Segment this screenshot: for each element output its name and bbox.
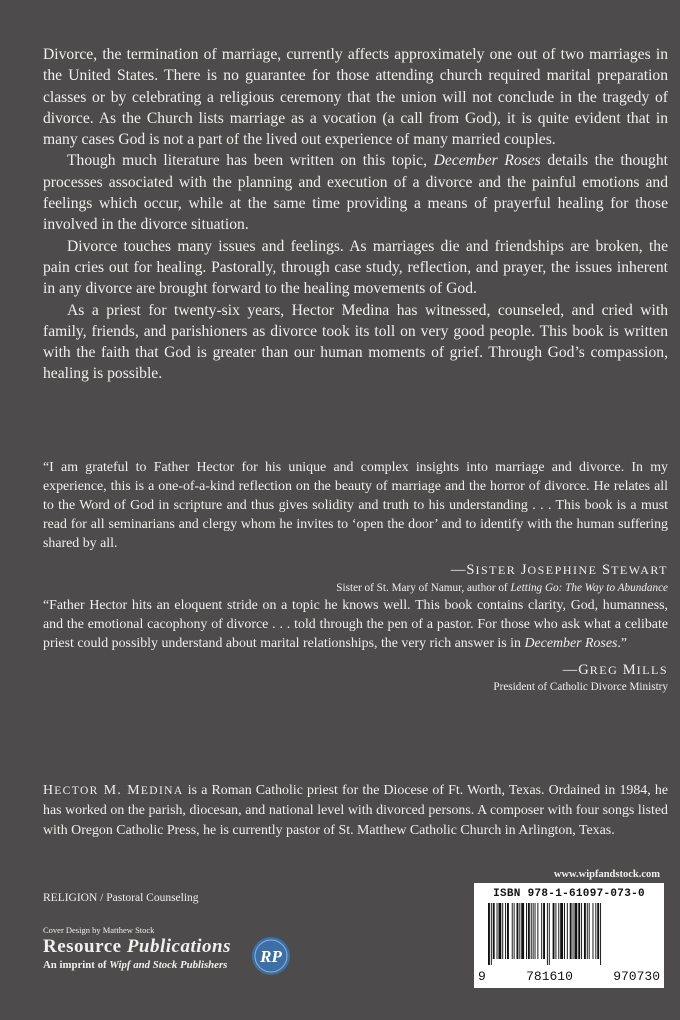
publisher-name: Resource Publications <box>43 936 232 957</box>
barcode-bar <box>593 903 594 959</box>
isbn-barcode <box>474 883 664 988</box>
endorsement-quote-2: “Father Hector hits an eloquent stride on a topic he knows well. This book contains clarity, God, humanness, and the emotional cacophony of divorce . . . told through the pen of a pastor. For those who ask what a celibate priest could possibly understand about marital relationships, the very rich answer is in December Roses.” <box>43 597 668 651</box>
blurb-paragraph-4: As a priest for twenty-six years, Hector Medina has witnessed, counseled, and cried with family, friends, and parishioners as divorce took its toll on very good people. This book is written with the faith that God is greater than our human moments of grief. Through God’s compassion, healing is possible. <box>43 301 668 383</box>
book-category: RELIGION / Pastoral Counseling <box>43 892 199 904</box>
endorser-affiliation-2: President of Catholic Divorce Ministry <box>493 680 668 693</box>
barcode-bar <box>514 903 515 959</box>
publisher-subline: An imprint of Wipf and Stock Publishers <box>43 959 228 971</box>
barcode-bar <box>543 903 545 959</box>
author-name: HECTOR M. MEDINA <box>43 783 184 798</box>
barcode-bar <box>507 903 509 959</box>
endorser-affiliation-1: Sister of St. Mary of Namur, author of Letting Go: The Way to Abundance <box>336 581 668 594</box>
barcode-bar <box>570 903 572 959</box>
endorsements <box>43 458 668 695</box>
barcode-bar <box>537 903 538 959</box>
barcode-bar <box>553 903 555 959</box>
barcode-bar <box>549 903 550 965</box>
cover-design-credit: Cover Design by Matthew Stock <box>43 925 155 935</box>
rp-logo-text: RP <box>260 947 282 966</box>
barcode-bar <box>526 903 527 959</box>
author-bio: HECTOR M. MEDINA is a Roman Catholic priest for the Diocese of Ft. Worth, Texas. Ordained in 1984, he has worked on the parish, diocesan, and national level with divorced persons. A composer with four songs listed with Oregon Catholic Press, he is currently pastor of St. Matthew Catholic Church in Arlington, Texas. <box>43 783 668 838</box>
barcode-bar <box>497 903 498 959</box>
barcode-bar <box>597 903 599 959</box>
blurb-paragraph-3: Divorce touches many issues and feelings. As marriages die and friendships are broken, the pain cries out for healing. Pastorally, through case study, reflection, and prayer, the issues inherent in any divorce are brought forward to the healing movements of God. <box>43 237 668 298</box>
blurb-paragraph-1: Divorce, the termination of marriage, currently affects approximately one out of two marriages in the United States. There is no guarantee for those attending church required marital preparation classes or by celebrating a religious ceremony that the union will not conclude in the tragedy of divorce. As the Church lists marriage as a vocation (a call from God), it is quite evident that in many cases God is not a part of the lived out experience of many married couples. <box>43 46 668 149</box>
endorsement-attribution-2 <box>43 661 668 695</box>
barcode-bar <box>584 903 586 959</box>
barcode-bar <box>600 903 601 965</box>
barcode-bar <box>558 903 559 959</box>
barcode-bar <box>531 903 532 959</box>
barcode-bar <box>589 903 590 959</box>
barcode-bar <box>595 903 596 959</box>
back-cover-blurb <box>43 44 668 385</box>
barcode-bar <box>567 903 568 959</box>
blurb-paragraph-2: Though much literature has been written on this topic, December Roses details the thought processes associated with the planning and execution of a divorce and the painful emotions and feelings which occur, while at the same time providing a means of prayerful healing for those involved in the divorce situation. <box>43 152 668 234</box>
endorser-name-2: —GREG MILLS <box>562 661 668 678</box>
endorsement-quote-1: “I am grateful to Father Hector for his unique and complex insights into marriage and divorce. In my experience, this is a one-of-a-kind reflection on the beauty of marriage and the horror of divorce. He relates all to the Word of God in scripture and thus gives solidity and truth to his understanding . . . This book is a must read for all seminarians and clergy whom he invites to ‘open the door’ and to identify with the human suffering shared by all. <box>43 460 668 552</box>
barcode-bar <box>564 903 565 959</box>
barcode-bar <box>535 903 536 959</box>
barcode-bar <box>498 903 501 959</box>
publisher-imprint <box>43 936 231 971</box>
barcode-bar <box>547 903 548 965</box>
barcode-bar <box>541 903 542 959</box>
book-title: December Roses <box>433 152 541 170</box>
barcode-bar <box>517 903 519 959</box>
barcode-bar <box>505 903 506 959</box>
barcode-bar <box>512 903 513 959</box>
barcode-bar <box>493 903 495 959</box>
barcode-digits: 9 781610 970730 <box>478 969 660 984</box>
barcode-bar <box>488 903 490 965</box>
barcode-bar <box>521 903 524 959</box>
barcode-bar <box>560 903 563 959</box>
barcode-bar <box>574 903 577 959</box>
barcode-bar <box>573 903 574 959</box>
rp-logo-icon <box>251 936 291 976</box>
barcode-bar <box>533 903 534 959</box>
barcode-bar <box>555 903 556 959</box>
publisher-website[interactable]: www.wipfandstock.com <box>553 869 660 880</box>
isbn-label: ISBN 978-1-61097-073-0 <box>493 888 645 900</box>
barcode-bar <box>502 903 503 959</box>
barcode-bar <box>578 903 580 959</box>
barcode-bar <box>519 903 520 959</box>
barcode-bar <box>491 903 492 965</box>
barcode-bar <box>581 903 582 959</box>
endorser-name-1: —SISTER JOSEPHINE STEWART <box>450 562 668 579</box>
endorsement-attribution-1 <box>43 561 668 595</box>
barcode-bars <box>488 903 650 965</box>
barcode-bar <box>587 903 588 959</box>
barcode-bar <box>528 903 530 959</box>
